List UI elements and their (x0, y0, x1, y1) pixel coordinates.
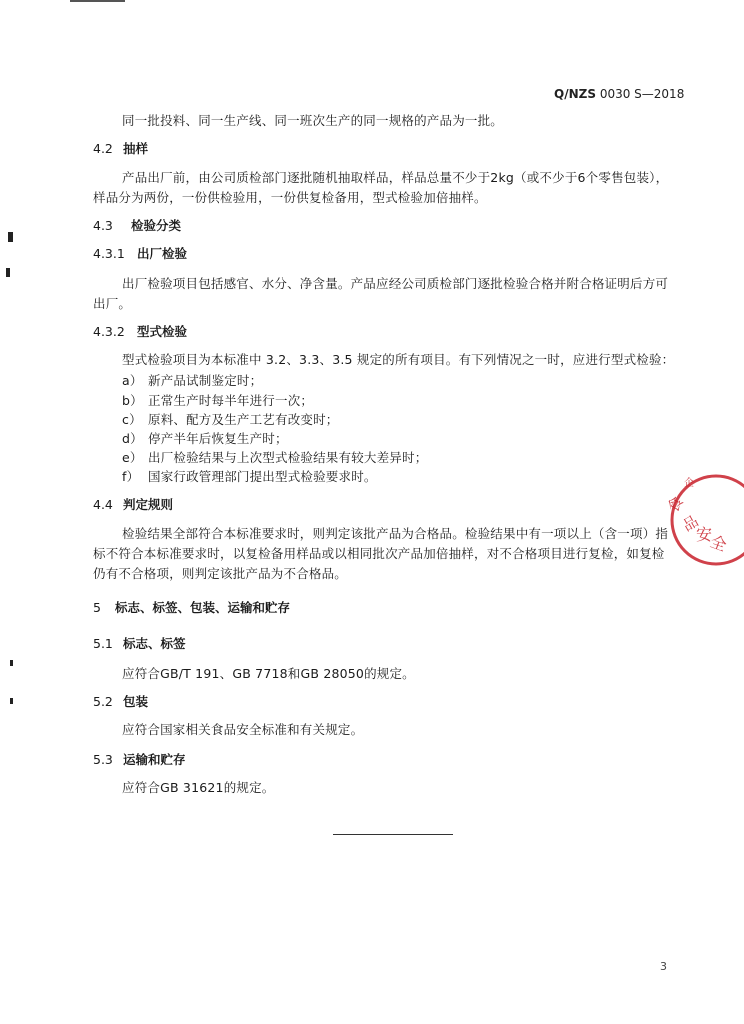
list-text: 新产品试制鉴定时； (148, 373, 263, 388)
section-4-4-heading (93, 495, 173, 513)
list-item (122, 371, 262, 389)
section-number: 4.4 (93, 497, 113, 512)
list-item (122, 448, 427, 466)
list-marker: f） (122, 469, 140, 484)
section-number: 5 (93, 600, 101, 615)
section-5-3-heading (93, 750, 186, 768)
page-number: 3 (660, 960, 667, 973)
list-text: 停产半年后恢复生产时； (148, 431, 288, 446)
list-text: 国家行政管理部门提出型式检验要求时。 (148, 469, 377, 484)
list-item (122, 467, 377, 485)
list-item (122, 391, 313, 409)
section-4-3-heading (93, 216, 181, 234)
section-5-2-heading (93, 692, 148, 710)
section-title: 标志、标签 (123, 636, 186, 651)
section-title: 判定规则 (123, 497, 174, 512)
end-rule (333, 834, 453, 835)
list-marker: c） (122, 412, 142, 427)
section-title: 检验分类 (131, 218, 182, 233)
standard-prefix: Q/NZS (554, 87, 596, 101)
section-4-2-line-2: 样品分为两份，一份供检验用，一份供复检备用，型式检验加倍抽样。 (93, 190, 487, 205)
section-title: 包装 (123, 694, 149, 709)
scan-mark (10, 660, 13, 666)
list-marker: a） (122, 373, 143, 388)
section-5-2-text: 应符合国家相关食品安全标准和有关规定。 (122, 722, 364, 737)
section-number: 4.3.1 (93, 246, 125, 261)
section-5-heading (93, 598, 290, 616)
section-number: 4.2 (93, 141, 113, 156)
page-header (554, 87, 684, 101)
svg-text:全: 全 (707, 531, 730, 555)
section-4-3-2-intro: 型式检验项目为本标准中 3.2、3.3、3.5 规定的所有项目。有下列情况之一时，应进行型式检验： (122, 352, 675, 367)
section-4-4-line-1: 检验结果全部符合本标准要求时，则判定该批产品为合格品。检验结果中有一项以上（含一项）指 (122, 526, 669, 541)
intro-line: 同一批投料、同一生产线、同一班次生产的同一规格的产品为一批。 (122, 113, 504, 128)
section-title: 运输和贮存 (123, 752, 186, 767)
section-title: 出厂检验 (137, 246, 188, 261)
section-number: 5.3 (93, 752, 113, 767)
svg-text:品: 品 (679, 511, 702, 535)
section-4-4-line-3: 仍有不合格项，则判定该批产品为不合格品。 (93, 566, 348, 581)
section-4-3-1-line-1: 出厂检验项目包括感官、水分、净含量。产品应经公司质检部门逐批检验合格并附合格证明后方可 (122, 276, 669, 291)
section-title: 型式检验 (137, 324, 188, 339)
section-number: 4.3 (93, 218, 113, 233)
list-text: 原料、配方及生产工艺有改变时； (148, 412, 339, 427)
section-4-3-1-heading (93, 244, 187, 262)
list-text: 出厂检验结果与上次型式检验结果有较大差异时； (148, 450, 428, 465)
scan-mark (10, 698, 13, 704)
section-4-2-line-1: 产品出厂前，由公司质检部门逐批随机抽取样品，样品总量不少于2kg（或不少于6个零售包装）， (122, 170, 669, 185)
section-5-3-text: 应符合GB 31621的规定。 (122, 780, 275, 795)
svg-text:企: 企 (684, 478, 694, 489)
list-marker: b） (122, 393, 143, 408)
section-number: 5.2 (93, 694, 113, 709)
section-5-1-heading (93, 634, 186, 652)
section-4-3-2-heading (93, 322, 187, 340)
standard-code: 0030 S—2018 (599, 87, 685, 101)
list-marker: e） (122, 450, 143, 465)
section-title: 标志、标签、包装、运输和贮存 (115, 600, 291, 615)
section-4-2-heading (93, 139, 148, 157)
list-text: 正常生产时每半年进行一次； (148, 393, 314, 408)
section-number: 5.1 (93, 636, 113, 651)
scan-mark (8, 232, 13, 242)
section-4-3-1-line-2: 出厂。 (93, 296, 132, 311)
scan-top-mark (70, 0, 125, 2)
section-4-4-line-2: 标不符合本标准要求时，以复检备用样品或以相同批次产品加倍抽样，对不合格项目进行复检，如复检 (93, 546, 665, 561)
svg-text:安: 安 (696, 525, 713, 544)
scan-mark (6, 268, 10, 277)
list-marker: d） (122, 431, 143, 446)
section-title: 抽样 (123, 141, 149, 156)
section-number: 4.3.2 (93, 324, 125, 339)
company-seal-stamp (664, 470, 744, 570)
list-item (122, 410, 339, 428)
section-5-1-text: 应符合GB/T 191、GB 7718和GB 28050的规定。 (122, 666, 415, 681)
svg-text:食: 食 (663, 493, 687, 516)
list-item (122, 429, 288, 447)
